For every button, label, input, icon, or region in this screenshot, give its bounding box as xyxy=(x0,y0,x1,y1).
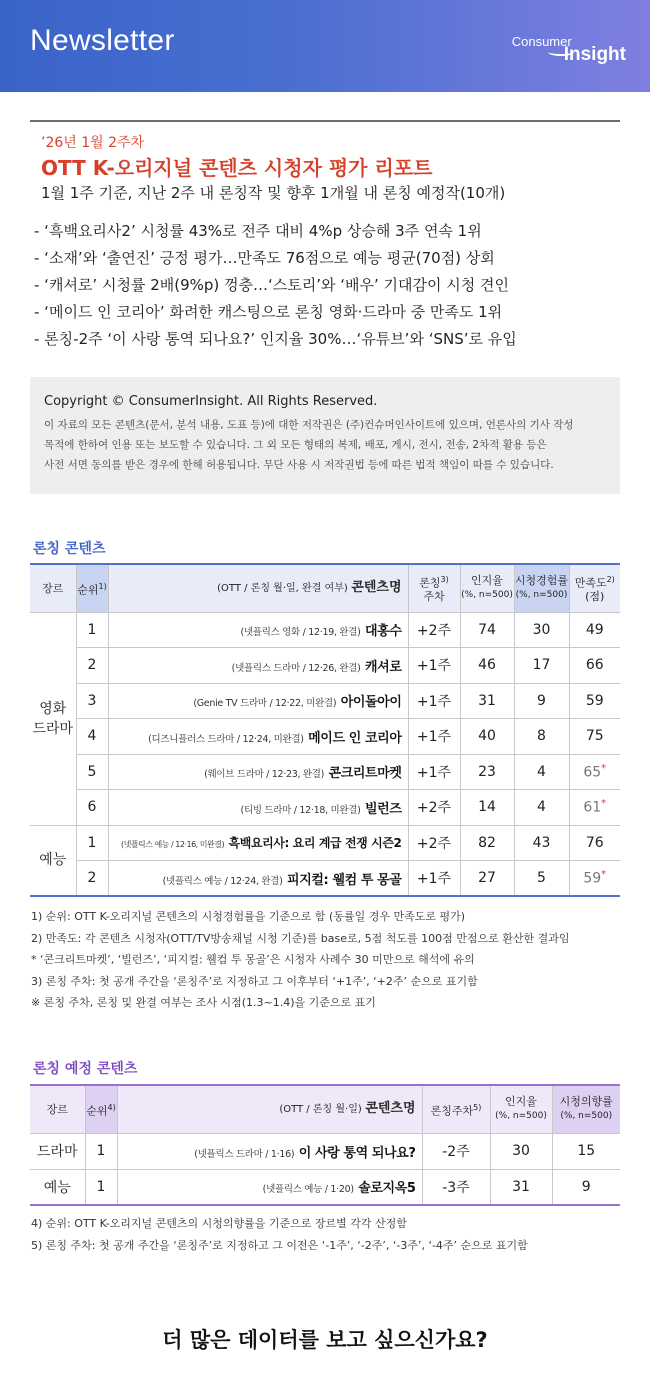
satisfaction-cell: 75 xyxy=(569,719,620,755)
table-header-row xyxy=(30,564,620,612)
low-sample-marker: * xyxy=(601,869,607,881)
awareness-cell: 46 xyxy=(460,648,514,684)
col-genre: 장르 xyxy=(30,564,76,612)
week-cell: +1주 xyxy=(408,719,460,755)
col-rank: 순위$^{4)}$ xyxy=(85,1085,117,1133)
genre-cell: 드라마 xyxy=(30,1133,85,1169)
intent-rate-cell: 9 xyxy=(552,1169,620,1205)
week-cell: +1주 xyxy=(408,683,460,719)
copyright-box xyxy=(30,377,620,494)
week-cell: -3주 xyxy=(422,1169,490,1205)
satisfaction-cell: 59* xyxy=(569,861,620,897)
logo-swoosh-icon xyxy=(548,48,574,56)
title-cell: (티빙 드라마 / 12·18, 미완결) 빌런즈 xyxy=(108,790,408,826)
upcoming-table xyxy=(30,1084,620,1206)
week-cell: +2주 xyxy=(408,612,460,648)
week-cell: -2주 xyxy=(422,1133,490,1169)
awareness-cell: 23 xyxy=(460,754,514,790)
title-cell: (넷플릭스 드라마 / 12·26, 완결) 캐셔로 xyxy=(108,648,408,684)
awareness-cell: 31 xyxy=(490,1169,552,1205)
launched-section-title: 론칭 콘텐츠 xyxy=(33,541,106,557)
rank-cell: 1 xyxy=(76,825,108,861)
watch-rate-cell: 4 xyxy=(514,754,569,790)
upcoming-footnotes xyxy=(31,1213,528,1256)
col-launch-week: 론칭$^{3)}$ 주차 xyxy=(408,564,460,612)
watch-rate-cell: 4 xyxy=(514,790,569,826)
report-subtitle: 1월 1주 기준, 지난 2주 내 론칭작 및 향후 1개월 내 론칭 예정작(10개) xyxy=(41,184,506,202)
copyright-line: 사전 서면 동의를 받은 경우에 한해 허용됩니다. 무단 사용 시 저작권법 등에 따른 법적 책임이 따를 수 있습니다. xyxy=(44,459,554,471)
col-genre: 장르 xyxy=(30,1085,85,1133)
rank-cell: 3 xyxy=(76,683,108,719)
footnote: 1) 순위: OTT K-오리지널 콘텐츠의 시청경험률을 기준으로 함 (동률일 경우 만족도로 평가) xyxy=(31,910,466,923)
table-row xyxy=(30,612,620,648)
week-cell: +1주 xyxy=(408,754,460,790)
table-row xyxy=(30,719,620,755)
watch-rate-cell: 17 xyxy=(514,648,569,684)
table-row xyxy=(30,861,620,897)
table-row xyxy=(30,683,620,719)
intent-rate-cell: 15 xyxy=(552,1133,620,1169)
launched-table xyxy=(30,563,620,897)
watch-rate-cell: 30 xyxy=(514,612,569,648)
week-cell: +2주 xyxy=(408,825,460,861)
footnote: 2) 만족도: 각 콘텐츠 시청자(OTT/TV방송채널 시청 기준)를 base로, 5점 척도를 100점 만점으로 환산한 결과임 xyxy=(31,931,570,945)
col-satisfaction: 만족도$^{2)}$ (점) xyxy=(569,564,620,612)
watch-rate-cell: 43 xyxy=(514,825,569,861)
col-awareness: 인지율 (%, n=500) xyxy=(490,1085,552,1133)
col-rank: 순위$^{1)}$ xyxy=(76,564,108,612)
copyright-title: Copyright © ConsumerInsight. All Rights Reserved. xyxy=(44,394,378,409)
genre-cell: 예능 xyxy=(30,1169,85,1205)
col-launch-week: 론칭주차$^{5)}$ xyxy=(422,1085,490,1133)
table-row xyxy=(30,790,620,826)
rank-cell: 1 xyxy=(85,1169,117,1205)
satisfaction-cell: 49 xyxy=(569,612,620,648)
col-intent-rate: 시청의향률 (%, n=500) xyxy=(552,1085,620,1133)
satisfaction-cell: 65* xyxy=(569,754,620,790)
genre-cell: 예능 xyxy=(30,825,76,896)
awareness-cell: 74 xyxy=(460,612,514,648)
awareness-cell: 40 xyxy=(460,719,514,755)
week-cell: +1주 xyxy=(408,861,460,897)
divider xyxy=(30,120,620,122)
awareness-cell: 30 xyxy=(490,1133,552,1169)
footnote: 4) 순위: OTT K-오리지널 콘텐츠의 시청의향률을 기준으로 장르별 각각 산정함 xyxy=(31,1217,407,1230)
low-sample-marker: * xyxy=(601,798,607,810)
genre-cell: 영화 드라마 xyxy=(30,612,76,825)
newsletter-header xyxy=(0,0,650,92)
rank-cell: 6 xyxy=(76,790,108,826)
col-title: (OTT / 론칭 월·일, 완결 여부) 콘텐츠명 xyxy=(108,564,408,612)
awareness-cell: 31 xyxy=(460,683,514,719)
col-awareness: 인지율 (%, n=500) xyxy=(460,564,514,612)
launched-footnotes xyxy=(31,906,570,1014)
watch-rate-cell: 8 xyxy=(514,719,569,755)
satisfaction-cell: 61* xyxy=(569,790,620,826)
summary-item: - ‘소재’와 ‘출연진’ 긍정 평가…만족도 76점으로 예능 평균(70점) 상회 xyxy=(34,249,495,267)
rank-cell: 1 xyxy=(76,612,108,648)
copyright-line: 이 자료의 모든 콘텐츠(문서, 분석 내용, 도표 등)에 대한 저작권은 (주)컨슈머인사이트에 있으며, 언론사의 기사 작성 xyxy=(44,419,574,431)
rank-cell: 2 xyxy=(76,861,108,897)
table-row xyxy=(30,1133,620,1169)
footnote: 5) 론칭 주차: 첫 공개 주간을 ‘론칭주’로 지정하고 그 이전은 ‘-1주’, ‘-2주’, ‘-3주’, ‘-4주’ 순으로 표기함 xyxy=(31,1238,528,1252)
table-row xyxy=(30,1169,620,1205)
title-cell: (디즈니플러스 드라마 / 12·24, 미완결) 메이드 인 코리아 xyxy=(108,719,408,755)
awareness-cell: 82 xyxy=(460,825,514,861)
satisfaction-cell: 66 xyxy=(569,648,620,684)
footnote: 3) 론칭 주차: 첫 공개 주간을 ‘론칭주’로 지정하고 그 이후부터 ‘+1주’, ‘+2주’ 순으로 표기함 xyxy=(31,974,478,988)
title-cell: (웨이브 드라마 / 12·23, 완결) 콘크리트마켓 xyxy=(108,754,408,790)
title-cell: (넷플릭스 드라마 / 1·16) 이 사랑 통역 되나요? xyxy=(117,1133,422,1169)
report-title: OTT K-오리지널 콘텐츠 시청자 평가 리포트 xyxy=(41,156,433,180)
footnote: * ‘콘크리트마켓’, ‘빌런즈’, ‘피지컬: 웰컴 투 몽골’은 시청자 사례수 30 미만으로 해석에 유의 xyxy=(31,953,475,966)
newsletter-title: Newsletter xyxy=(30,24,175,57)
copyright-line: 목적에 한하여 인용 또는 보도할 수 있습니다. 그 외 모든 형태의 복제, 배포, 게시, 전시, 전송, 2차적 활용 등은 xyxy=(44,439,547,451)
satisfaction-cell: 59 xyxy=(569,683,620,719)
upcoming-section-title: 론칭 예정 콘텐츠 xyxy=(33,1061,138,1077)
rank-cell: 4 xyxy=(76,719,108,755)
rank-cell: 1 xyxy=(85,1133,117,1169)
col-watch-rate: 시청경험률 (%, n=500) xyxy=(514,564,569,612)
table-row xyxy=(30,825,620,861)
watch-rate-cell: 9 xyxy=(514,683,569,719)
awareness-cell: 14 xyxy=(460,790,514,826)
summary-item: - 론칭-2주 ‘이 사랑 통역 되나요?’ 인지율 30%…‘유튜브’와 ‘SNS’로 유입 xyxy=(34,330,517,348)
footnote: ※ 론칭 주차, 론칭 및 완결 여부는 조사 시점(1.3~1.4)을 기준으로 표기 xyxy=(31,996,376,1009)
table-row xyxy=(30,754,620,790)
low-sample-marker: * xyxy=(601,762,607,774)
table-header-row xyxy=(30,1085,620,1133)
title-cell: (넷플릭스 예능 / 1·20) 솔로지옥5 xyxy=(117,1169,422,1205)
awareness-cell: 27 xyxy=(460,861,514,897)
summary-list xyxy=(34,218,624,353)
summary-item: - ‘흑백요리사2’ 시청률 43%로 전주 대비 4%p 상승해 3주 연속 1위 xyxy=(34,222,482,240)
rank-cell: 2 xyxy=(76,648,108,684)
report-week: ’26년 1월 2주차 xyxy=(41,135,145,151)
watch-rate-cell: 5 xyxy=(514,861,569,897)
rank-cell: 5 xyxy=(76,754,108,790)
summary-item: - ‘메이드 인 코리아’ 화려한 캐스팅으로 론칭 영화·드라마 중 만족도 1위 xyxy=(34,303,503,321)
week-cell: +2주 xyxy=(408,790,460,826)
col-title: (OTT / 론칭 월·일) 콘텐츠명 xyxy=(117,1085,422,1133)
summary-item: - ‘캐셔로’ 시청률 2배(9%p) 껑충…‘스토리’와 ‘배우’ 기대감이 시청 견인 xyxy=(34,276,510,294)
consumerinsight-logo[interactable]: Consumer Insight xyxy=(511,34,626,65)
week-cell: +1주 xyxy=(408,648,460,684)
title-cell: (넷플릭스 영화 / 12·19, 완결) 대홍수 xyxy=(108,612,408,648)
title-cell: (넷플릭스 예능 / 12·16, 미완결) 흑백요리사: 요리 계급 전쟁 시즌2 xyxy=(108,825,408,861)
title-cell: (넷플릭스 예능 / 12·24, 완결) 피지컬: 웰컴 투 몽골 xyxy=(108,861,408,897)
satisfaction-cell: 76 xyxy=(569,825,620,861)
cta-heading[interactable]: 더 많은 데이터를 보고 싶으신가요? xyxy=(162,1328,488,1352)
table-row xyxy=(30,648,620,684)
title-cell: (Genie TV 드라마 / 12·22, 미완결) 아이돌아이 xyxy=(108,683,408,719)
